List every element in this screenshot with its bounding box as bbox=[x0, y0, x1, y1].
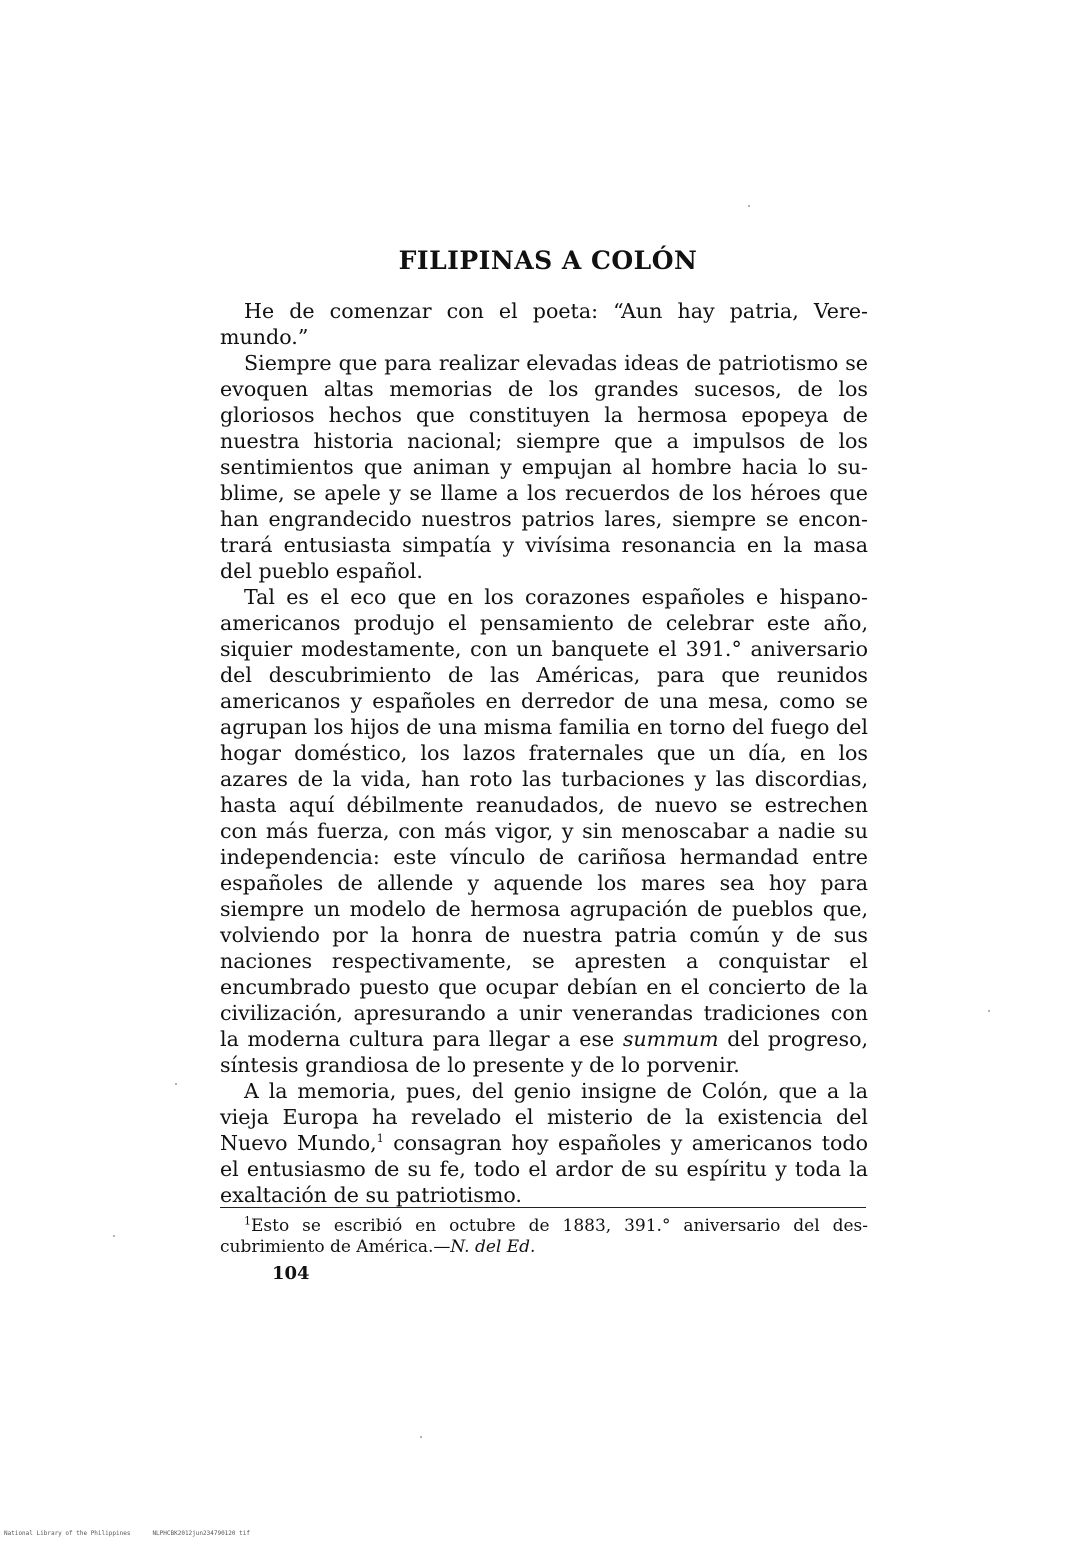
scan-speck bbox=[113, 1235, 115, 1237]
footnote bbox=[220, 1216, 868, 1258]
paragraph-3-text: Tal es el eco que en los corazones españoles e hispano-americanos produjo el pensamiento de celebrar este año, siquier modestamente, con un banquete el 391.° aniversario del descubrimiento de las Américas, para que reunidos americanos y españoles en derredor de una mesa, como se agrupan los hijos de una misma familia en torno del fuego del hogar doméstico, los lazos fraternales que un día, en los azares de la vida, han roto las turbaciones y las discordias, hasta aquí débilmente reanudados, de nuevo se estrechen con más fuerza, con más vigor, y sin menoscabar a nadie su independencia: este vínculo de cariñosa hermandad entre españoles de allende y aquende los mares sea hoy para siempre un modelo de hermosa agrupación de pueblos que, volviendo por la honra de nuestra patria común y de sus naciones respectivamente, se apresten a conquistar el encumbrado puesto que ocupar debían en el concierto de la civilización, apresurando a unir venerandas tradiciones con la moderna cultura para llegar a ese bbox=[220, 585, 868, 1051]
footnote-editor-note: N. del Ed. bbox=[450, 1237, 536, 1257]
paragraph-1 bbox=[220, 298, 868, 350]
footnote-marker: 1 bbox=[244, 1214, 251, 1228]
page-number: 104 bbox=[272, 1263, 310, 1284]
footnote-paragraph bbox=[220, 1216, 868, 1258]
paragraph-2-text: Siempre que para realizar elevadas ideas de patriotismo se evoquen altas memorias de los grandes sucesos, de los gloriosos hechos que constituyen la hermosa epopeya de nuestra historia nacional; siempre que a impulsos de los sentimientos que animan y empujan al hombre hacia lo sublime, se apele y se llame a los recuerdos de los héroes que han engrandecido nuestros patrios lares, siempre se encontrará entusiasta simpatía y vivísima resonancia en la masa del pueblo español. bbox=[220, 351, 868, 583]
page-title: FILIPINAS A COLÓN bbox=[398, 246, 698, 275]
paragraph-3-italic: summum bbox=[622, 1027, 719, 1051]
scan-footer-library: National Library of the Philippines bbox=[4, 1530, 131, 1537]
scan-speck bbox=[748, 205, 750, 207]
footnote-reference: 1 bbox=[376, 1132, 384, 1146]
scan-speck bbox=[175, 1083, 177, 1085]
scan-footer bbox=[4, 1530, 250, 1537]
paragraph-4 bbox=[220, 1078, 868, 1208]
paragraph-1-text: He de comenzar con el poeta: “Aun hay patria, Veremundo.” bbox=[220, 299, 868, 349]
paragraph-2 bbox=[220, 350, 868, 584]
paragraph-4-text-end: consagran hoy españoles y americanos todo el entusiasmo de su fe, todo el ardor de su espíritu y toda la exaltación de su patriotismo. bbox=[220, 1131, 868, 1207]
body-text bbox=[220, 298, 868, 1208]
paragraph-4-text: A la memoria, pues, del genio insigne de Colón, que a la vieja Europa ha revelado el misterio de la existencia del Nuevo Mundo, bbox=[220, 1079, 868, 1155]
footnote-divider bbox=[220, 1207, 866, 1208]
scan-footer-file-id: NLPHCBK2012jun234790120 tif bbox=[152, 1530, 250, 1537]
paragraph-3-text-end: del progreso, síntesis grandiosa de lo presente y de lo porvenir. bbox=[220, 1027, 869, 1077]
footnote-text: Esto se escribió en octubre de 1883, 391.° aniversario del descubrimiento de América.— bbox=[220, 1216, 868, 1257]
scan-speck bbox=[420, 1436, 422, 1438]
paragraph-3 bbox=[220, 584, 868, 1078]
scan-speck bbox=[988, 1010, 990, 1012]
